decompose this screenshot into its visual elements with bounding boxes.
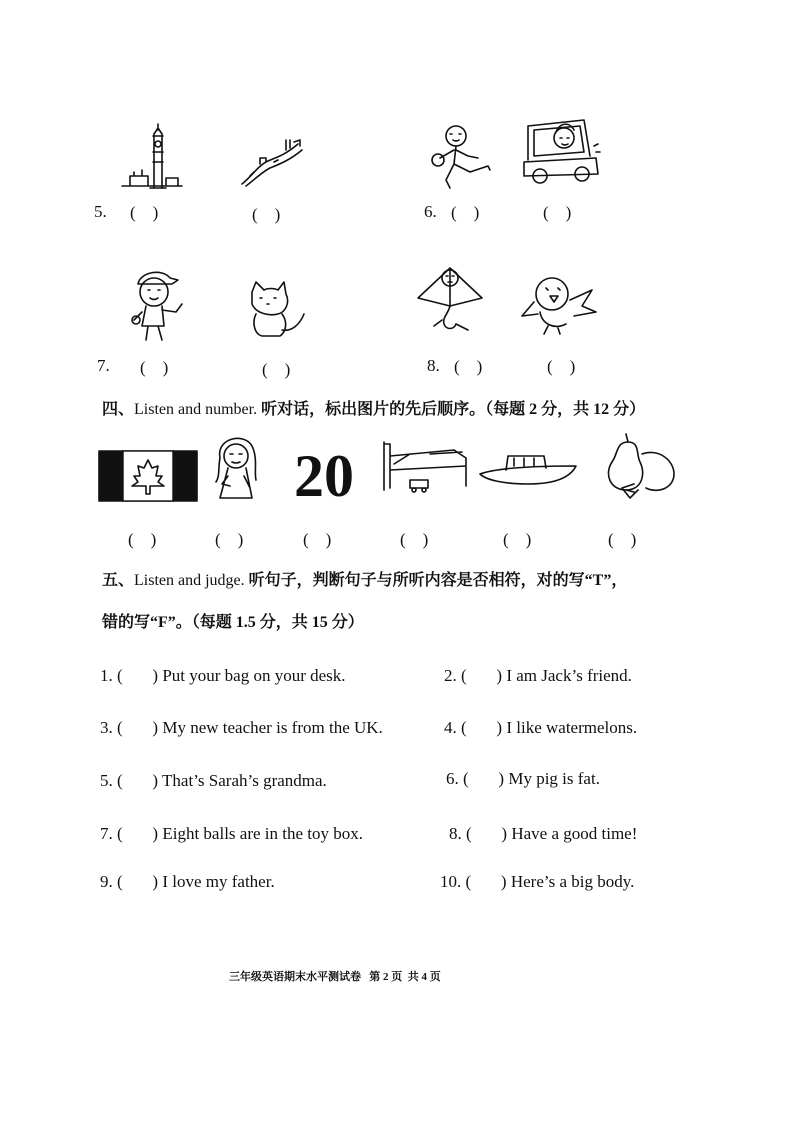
judge-sentence: Eight balls are in the toy box. <box>162 824 363 843</box>
s4-answer-3[interactable]: ( ) <box>303 530 332 549</box>
judge-number: 10. ( <box>440 872 472 891</box>
s4-answer-1[interactable]: ( ) <box>128 530 157 549</box>
judge-number: 7. ( <box>100 824 123 843</box>
bird-icon <box>518 272 598 336</box>
section4-heading-cn: 听对话，标出图片的先后顺序。（每题 2 分，共 12 分） <box>257 401 646 418</box>
q7-number: 7. <box>97 356 110 375</box>
s4-answer-4[interactable]: ( ) <box>400 530 429 549</box>
q5-number: 5. <box>94 202 107 221</box>
q5-answer-b[interactable]: ( ) <box>252 205 281 224</box>
s4-answer-6[interactable]: ( ) <box>608 530 637 549</box>
pears-icon <box>600 432 678 502</box>
big-ben-icon <box>120 122 184 190</box>
boy-with-cap-icon <box>128 268 188 344</box>
judge-item-3: 3. ( ) My new teacher is from the UK. <box>100 718 383 737</box>
girl-icon <box>206 432 268 504</box>
judge-number: 4. ( <box>444 718 467 737</box>
q5-answer-a[interactable]: ( ) <box>130 203 159 222</box>
q7-answer-a[interactable]: ( ) <box>140 358 169 377</box>
judge-number: 1. ( <box>100 666 123 685</box>
judge-answer-blank[interactable] <box>123 718 153 737</box>
judge-item-9: 9. ( ) I love my father. <box>100 872 275 891</box>
boat-icon <box>478 448 578 488</box>
judge-item-1: 1. ( ) Put your bag on your desk. <box>100 666 346 685</box>
judge-answer-blank[interactable] <box>123 771 153 790</box>
judge-item-7: 7. ( ) Eight balls are in the toy box. <box>100 824 363 843</box>
q8-answer-a[interactable]: ( ) <box>454 357 483 376</box>
judge-answer-blank[interactable] <box>471 872 501 891</box>
page-footer: 三年级英语期末水平测试卷 第 2 页 共 4 页 <box>229 971 441 983</box>
judge-sentence: I am Jack’s friend. <box>506 666 632 685</box>
judge-sentence: Here’s a big body. <box>510 872 635 891</box>
boy-driving-car-icon <box>520 108 602 186</box>
kite-icon <box>412 264 488 336</box>
judge-answer-blank[interactable] <box>123 666 153 685</box>
q6-answer-a[interactable]: ( ) <box>451 203 480 222</box>
judge-sentence: My pig is fat. <box>508 769 600 788</box>
judge-sentence: Have a good time! <box>511 824 638 843</box>
judge-item-2: 2. ( ) I am Jack’s friend. <box>444 666 632 685</box>
judge-number: 6. ( <box>446 769 469 788</box>
judge-item-8: 8. ( ) Have a good time! <box>449 824 638 843</box>
judge-answer-blank[interactable] <box>467 718 497 737</box>
judge-answer-blank[interactable] <box>469 769 499 788</box>
judge-item-6: 6. ( ) My pig is fat. <box>446 769 600 788</box>
judge-item-10: 10. ( ) Here’s a big body. <box>440 872 635 891</box>
section5-heading <box>102 567 627 590</box>
boy-playing-ball-icon <box>428 120 498 192</box>
judge-item-5: 5. ( ) That’s Sarah’s grandma. <box>100 771 327 790</box>
judge-number: 9. ( <box>100 872 123 891</box>
judge-answer-blank[interactable] <box>123 824 153 843</box>
judge-answer-blank[interactable] <box>123 872 153 891</box>
bed-icon <box>380 440 470 496</box>
judge-sentence: Put your bag on your desk. <box>162 666 346 685</box>
judge-answer-blank[interactable] <box>467 666 497 685</box>
judge-sentence: I love my father. <box>162 872 275 891</box>
q8-answer-b[interactable]: ( ) <box>547 357 576 376</box>
section5-prefix: 五、 <box>102 572 135 589</box>
judge-sentence: That’s Sarah’s grandma. <box>162 771 327 790</box>
section5-heading-line2: 错的写“F”。（每题 1.5 分，共 15 分） <box>102 614 364 631</box>
great-wall-icon <box>240 136 304 188</box>
number-twenty: 20 <box>294 443 354 509</box>
judge-number: 5. ( <box>100 771 123 790</box>
judge-sentence: My new teacher is from the UK. <box>162 718 383 737</box>
judge-number: 2. ( <box>444 666 467 685</box>
s4-answer-2[interactable]: ( ) <box>215 530 244 549</box>
section5-heading-en: Listen and judge. <box>134 572 245 589</box>
judge-sentence: I like watermelons. <box>506 718 638 737</box>
q6-number: 6. <box>424 202 437 221</box>
judge-number: 8. ( <box>449 824 472 843</box>
cat-icon <box>246 282 308 342</box>
q7-answer-b[interactable]: ( ) <box>262 360 291 379</box>
section5-heading-cn-line1: 听句子，判断句子与所听内容是否相符，对的写“T”， <box>244 572 628 589</box>
s4-answer-5[interactable]: ( ) <box>503 530 532 549</box>
q8-number: 8. <box>427 356 440 375</box>
judge-number: 3. ( <box>100 718 123 737</box>
section4-heading-en: Listen and number. <box>134 401 258 418</box>
judge-answer-blank[interactable] <box>472 824 502 843</box>
section4-heading <box>102 396 645 419</box>
q6-answer-b[interactable]: ( ) <box>543 203 572 222</box>
section4-prefix: 四、 <box>102 401 135 418</box>
canada-flag-icon <box>98 450 198 502</box>
judge-item-4: 4. ( ) I like watermelons. <box>444 718 638 737</box>
